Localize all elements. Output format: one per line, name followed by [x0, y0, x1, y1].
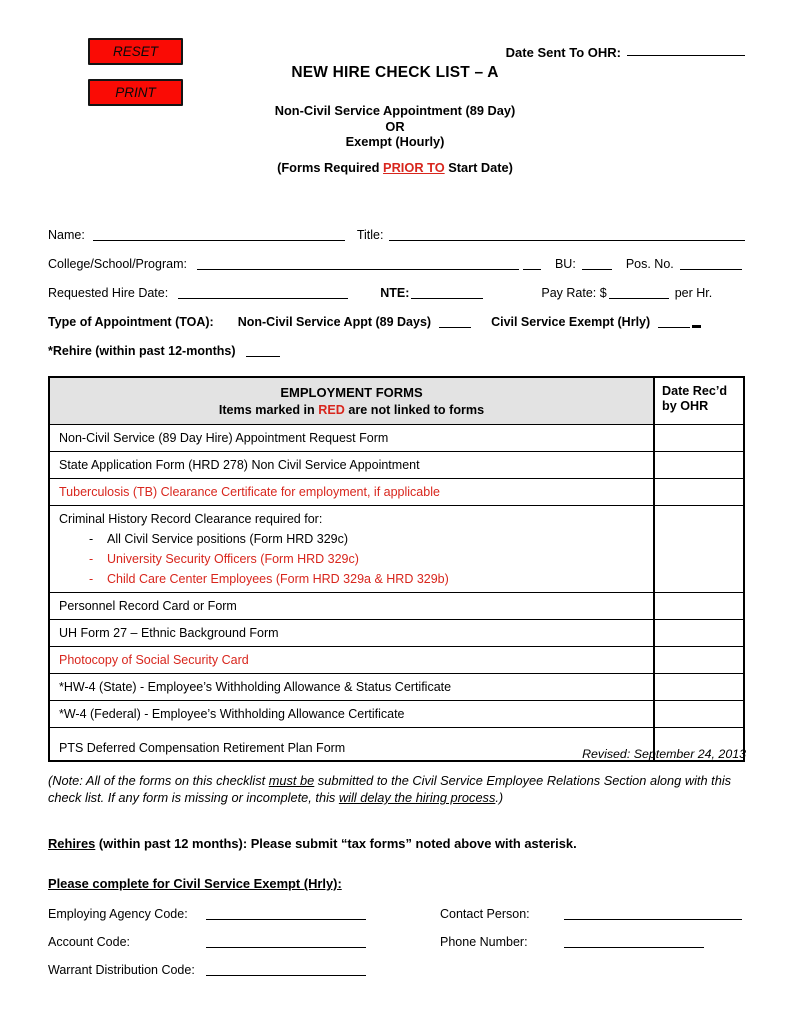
date-recd-cell[interactable]	[655, 701, 743, 727]
agency-row-2	[48, 921, 745, 949]
bullet-dash: -	[89, 572, 94, 586]
phone-number-field-line[interactable]	[564, 936, 704, 948]
criminal-sub-item-text: Child Care Center Employees (Form HRD 329a & HRD 329b)	[107, 572, 449, 586]
rehire-field-line[interactable]	[246, 345, 280, 357]
table-row	[50, 619, 743, 646]
agency-row-1	[48, 893, 745, 921]
table-subtitle-suffix: are not linked to forms	[344, 403, 485, 417]
date-recd-cell[interactable]	[655, 674, 743, 700]
form-item-label: *W-4 (Federal) - Employee’s Withholding Allowance Certificate	[50, 701, 655, 727]
page-title: NEW HIRE CHECK LIST – A	[291, 64, 499, 81]
pos-no-label: Pos. No.	[625, 257, 674, 271]
date-recd-header-line2: by OHR	[662, 399, 709, 413]
hire-date-field-line[interactable]	[178, 287, 348, 299]
forms-required-prefix: (Forms Required	[277, 160, 384, 175]
red-word: RED	[318, 403, 345, 417]
title-field-line[interactable]	[389, 229, 745, 241]
employment-forms-table	[48, 376, 745, 762]
warrant-code-field-line[interactable]	[206, 964, 366, 976]
nte-field-line[interactable]	[411, 287, 483, 299]
form-item-label	[50, 728, 655, 760]
date-recd-header	[655, 378, 743, 424]
toa-option-exempt: Civil Service Exempt (Hrly)	[491, 315, 651, 329]
reset-button[interactable]: RESET	[88, 38, 183, 65]
criminal-sub-item-text: University Security Officers (Form HRD 329c)	[107, 552, 359, 566]
exempt-extra-mark	[692, 324, 701, 328]
name-title-row	[48, 213, 745, 242]
date-sent-field-line[interactable]	[627, 44, 745, 56]
toa-exempt-field-line[interactable]	[658, 316, 690, 328]
name-field-line[interactable]	[93, 229, 345, 241]
warrant-code-label: Warrant Distribution Code:	[48, 963, 195, 977]
revised-date: Revised: September 24, 2013	[582, 747, 746, 761]
table-title: EMPLOYMENT FORMS	[280, 385, 423, 400]
nte-label: NTE:	[380, 286, 410, 300]
table-header-row	[50, 378, 743, 424]
date-recd-cell[interactable]	[655, 425, 743, 451]
bullet-dash: -	[89, 552, 94, 566]
forms-required-suffix: Start Date)	[444, 160, 513, 175]
table-header-main	[50, 378, 655, 424]
agency-row-3	[48, 949, 745, 977]
criminal-history-heading: Criminal History Record Clearance required for:	[59, 512, 323, 526]
account-code-label: Account Code:	[48, 935, 130, 949]
form-item-label: Personnel Record Card or Form	[50, 593, 655, 619]
table-row	[50, 424, 743, 451]
rehire-row	[48, 329, 745, 358]
form-item-label: UH Form 27 – Ethnic Background Form	[50, 620, 655, 646]
date-recd-cell[interactable]	[655, 647, 743, 673]
form-item-text: PTS Deferred Compensation Retirement Plan Form	[59, 741, 346, 755]
rehire-label: *Rehire (within past 12-months)	[48, 344, 236, 358]
table-row	[50, 478, 743, 505]
form-item-label: State Application Form (HRD 278) Non Civil Service Appointment	[50, 452, 655, 478]
account-code-field-line[interactable]	[206, 936, 366, 948]
note-underline-delay: will delay the hiring process	[338, 790, 496, 805]
criminal-sub-item	[89, 552, 644, 567]
criminal-sub-item-text: All Civil Service positions (Form HRD 329c)	[107, 532, 349, 546]
table-row	[50, 646, 743, 673]
note-text: submitted to the Civil Service Employee Relations Section along with this check list. If any form is missing or incomplete, this	[48, 773, 732, 805]
subtitle-line-2: OR	[385, 118, 405, 134]
bu-label: BU:	[554, 257, 576, 271]
phone-number-label: Phone Number:	[440, 935, 528, 949]
criminal-sub-item	[89, 532, 644, 547]
subtitle-block	[0, 103, 790, 150]
hire-date-row	[48, 271, 745, 300]
prior-to-emphasis: PRIOR TO	[383, 160, 445, 175]
form-item-label: *HW-4 (State) - Employee’s Withholding Allowance & Status Certificate	[50, 674, 655, 700]
subtitle-line-3: Exempt (Hourly)	[345, 134, 445, 149]
form-item-label: Photocopy of Social Security Card	[50, 647, 655, 673]
employing-agency-label: Employing Agency Code:	[48, 907, 188, 921]
table-row	[50, 700, 743, 727]
date-sent-label: Date Sent To OHR:	[505, 45, 621, 60]
table-row-criminal-history	[50, 505, 743, 592]
exempt-section-heading: Please complete for Civil Service Exempt (Hrly):	[48, 876, 342, 891]
college-label: College/School/Program:	[48, 257, 187, 271]
pos-no-field-line[interactable]	[680, 258, 742, 270]
date-recd-header-line1: Date Rec’d	[662, 384, 728, 398]
table-subtitle	[59, 403, 644, 418]
table-row	[50, 673, 743, 700]
bullet-dash: -	[89, 532, 94, 546]
note-underline-must-be: must be	[268, 773, 315, 788]
contact-person-field-line[interactable]	[564, 908, 742, 920]
college-field-line[interactable]	[197, 258, 519, 270]
college-row	[48, 242, 745, 271]
toa-option-non-civil: Non-Civil Service Appt (89 Days)	[237, 315, 432, 329]
pay-rate-field-line[interactable]	[609, 287, 669, 299]
title-label: Title:	[356, 228, 384, 242]
employing-agency-field-line[interactable]	[206, 908, 366, 920]
agency-code-fields	[48, 893, 745, 977]
rehires-instruction	[48, 836, 577, 851]
toa-non-civil-field-line[interactable]	[439, 316, 471, 328]
form-item-label: Non-Civil Service (89 Day Hire) Appointment Request Form	[50, 425, 655, 451]
table-row	[50, 592, 743, 619]
subtitle-line-1: Non-Civil Service Appointment (89 Day)	[274, 103, 516, 118]
college-extra-line[interactable]	[523, 258, 541, 270]
bu-field-line[interactable]	[582, 258, 612, 270]
pay-rate-label: Pay Rate: $	[541, 286, 607, 300]
note-text: .)	[495, 790, 504, 805]
applicant-fields	[48, 213, 745, 358]
date-recd-cell[interactable]	[655, 620, 743, 646]
form-item-label	[50, 506, 655, 592]
date-sent-to-ohr	[506, 44, 745, 60]
date-recd-cell[interactable]	[655, 593, 743, 619]
rehires-rest: (within past 12 months): Please submit “tax forms” noted above with asterisk.	[95, 836, 577, 851]
criminal-sub-item	[89, 572, 644, 587]
forms-required-note	[0, 160, 790, 175]
toa-row	[48, 300, 745, 329]
requested-hire-date-label: Requested Hire Date:	[48, 286, 169, 300]
contact-person-label: Contact Person:	[440, 907, 530, 921]
note-text: (Note: All of the forms on this checklist	[48, 773, 269, 788]
date-recd-cell[interactable]	[655, 452, 743, 478]
table-row	[50, 451, 743, 478]
toa-label: Type of Appointment (TOA):	[48, 315, 214, 329]
date-recd-cell[interactable]	[655, 506, 743, 592]
print-button[interactable]: PRINT	[88, 79, 183, 106]
date-recd-cell[interactable]	[655, 479, 743, 505]
table-subtitle-prefix: Items marked in	[218, 403, 319, 417]
submission-note	[48, 772, 750, 806]
per-hr-label: per Hr.	[674, 286, 713, 300]
name-label: Name:	[48, 228, 85, 242]
rehires-word: Rehires	[48, 836, 96, 851]
form-item-label: Tuberculosis (TB) Clearance Certificate for employment, if applicable	[50, 479, 655, 505]
